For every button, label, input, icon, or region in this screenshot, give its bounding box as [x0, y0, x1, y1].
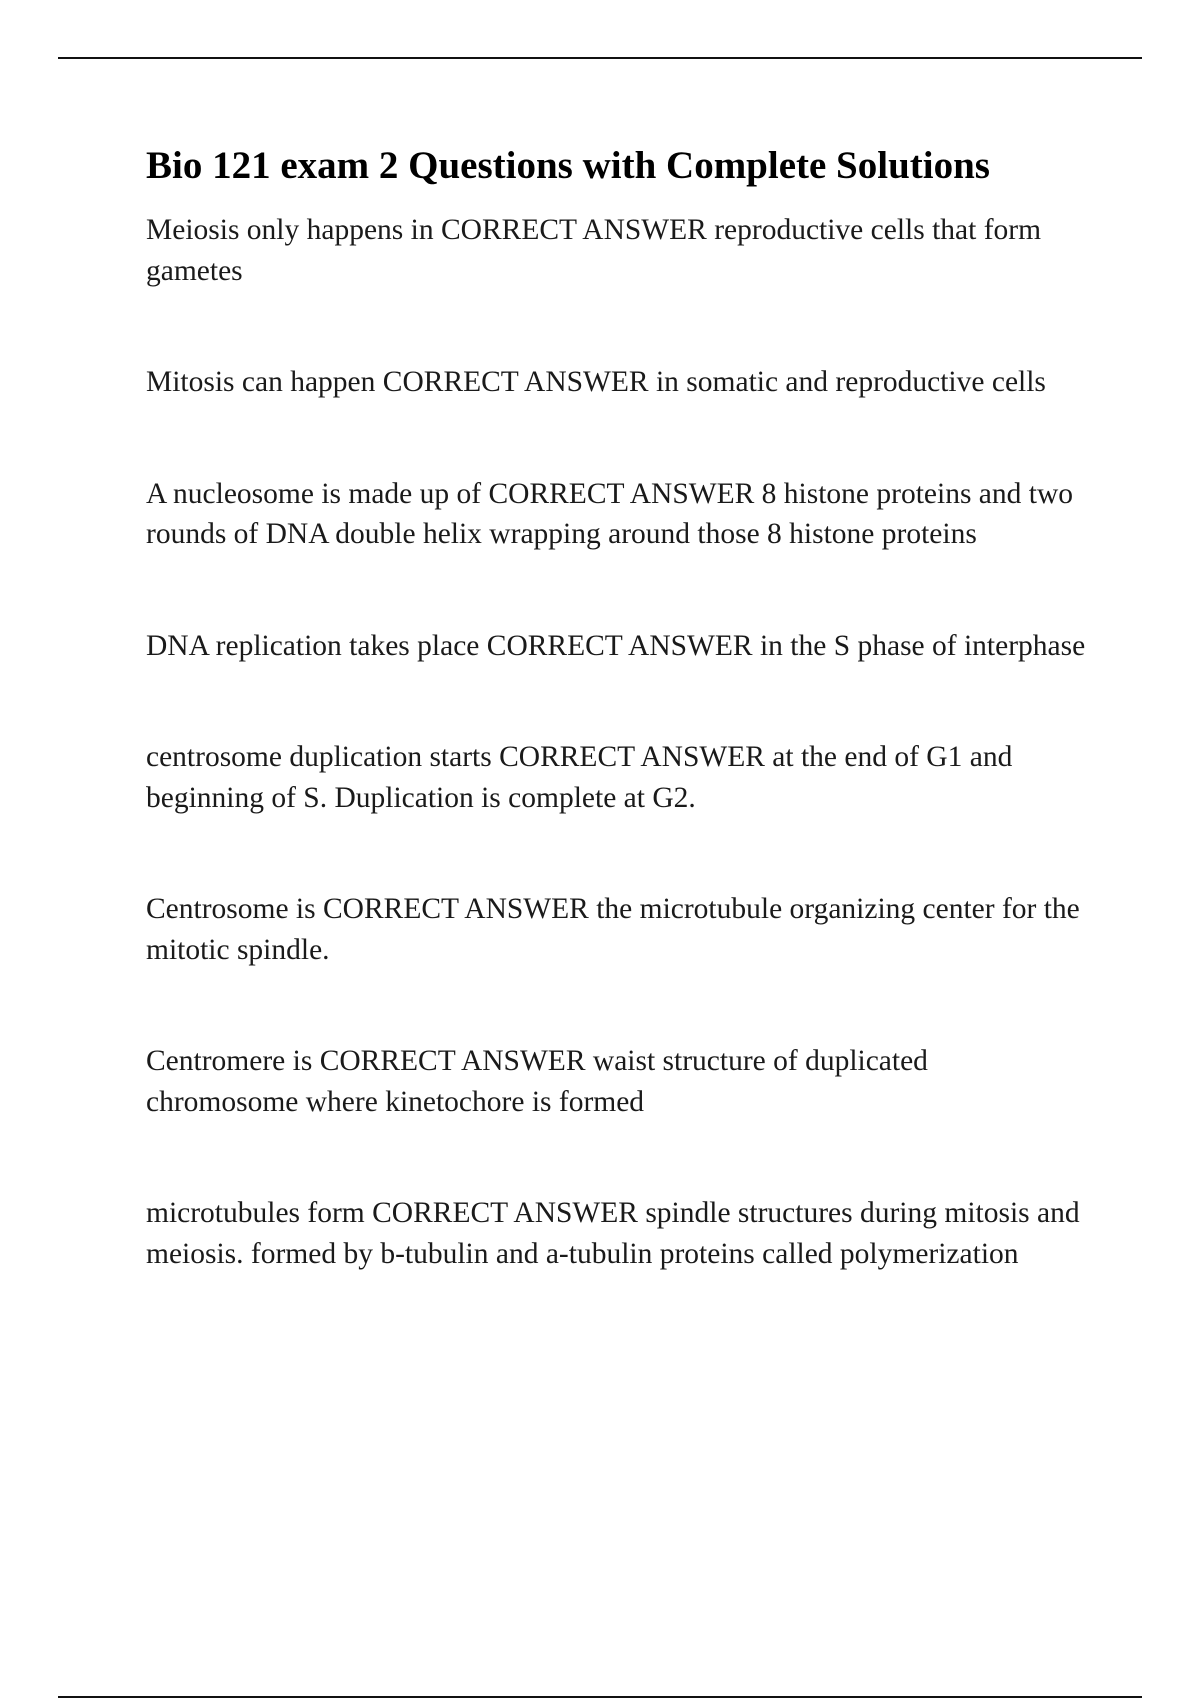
- question-text: microtubules form: [146, 1197, 365, 1229]
- answer-marker: CORRECT ANSWER: [382, 366, 649, 398]
- qa-item: [146, 362, 1086, 403]
- qa-item: [146, 210, 1086, 291]
- qa-item: [146, 1193, 1086, 1274]
- answer-marker: CORRECT ANSWER: [486, 629, 753, 662]
- answer-marker: CORRECT ANSWER: [499, 741, 765, 773]
- answer-marker: CORRECT ANSWER: [319, 1045, 586, 1077]
- answer-text: spindle structures during mitosis and meiosis. formed by b-tubulin and a-tubulin proteins called polymerization: [146, 1197, 1080, 1270]
- answer-marker: CORRECT ANSWER: [372, 1197, 638, 1229]
- qa-item: [146, 1041, 1086, 1122]
- answer-marker: CORRECT ANSWER: [488, 477, 755, 510]
- answer-text: in the S phase of interphase: [759, 629, 1086, 662]
- answer-text: at the end of G1 and beginning of S. Duplication is complete at G2.: [146, 741, 1013, 814]
- question-text: Meiosis only happens in: [146, 214, 434, 246]
- document-title: Bio 121 exam 2 Questions with Complete Solutions: [146, 144, 990, 187]
- answer-text: in somatic and reproductive cells: [655, 366, 1046, 398]
- question-text: Centrosome is: [146, 893, 316, 925]
- answer-text: waist structure of duplicated chromosome where kinetochore is formed: [146, 1045, 928, 1118]
- qa-item: [146, 474, 1086, 555]
- question-text: A nucleosome is made up of: [146, 477, 482, 510]
- answer-text: 8 histone proteins and two rounds of DNA double helix wrapping around those 8 histone proteins: [146, 477, 1074, 550]
- question-text: Centromere is: [146, 1045, 313, 1077]
- question-text: centrosome duplication starts: [146, 741, 492, 773]
- answer-text: the microtubule organizing center for the mitotic spindle.: [146, 893, 1080, 966]
- qa-item: [146, 626, 1086, 667]
- question-text: Mitosis can happen: [146, 366, 376, 398]
- bottom-divider: [58, 1696, 1142, 1698]
- qa-item: [146, 889, 1086, 970]
- top-divider: [58, 57, 1142, 59]
- answer-marker: CORRECT ANSWER: [441, 214, 707, 246]
- answer-marker: CORRECT ANSWER: [323, 893, 589, 925]
- answer-text: reproductive cells that form gametes: [146, 214, 1042, 287]
- qa-item: [146, 737, 1086, 818]
- question-text: DNA replication takes place: [146, 629, 480, 662]
- qa-list: [146, 210, 1086, 1345]
